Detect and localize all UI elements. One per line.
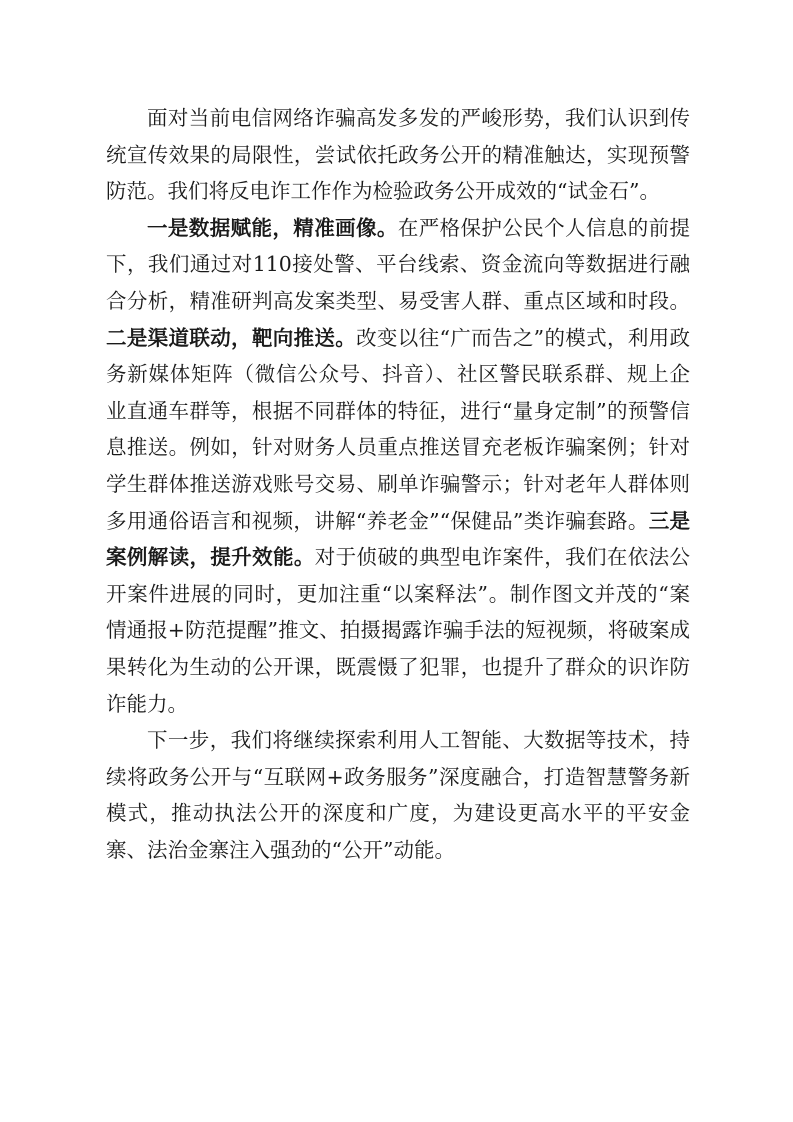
point-1-text: 在严格保护公民个人信息的前提下，我们通过对110接处警、平台线索、资金流向等数据进行融合分析，精准研判高发案类型、易受害人群、重点区域和时段。 xyxy=(106,215,691,313)
point-1-heading: 一是数据赋能，精准画像。 xyxy=(147,215,398,240)
paragraph-intro: 面对当前电信网络诈骗高发多发的严峻形势，我们认识到传统宣传效果的局限性，尝试依托政务公开的精准触达，实现预警防范。我们将反电诈工作作为检验政务公开成效的“试金石”。 xyxy=(106,106,690,204)
point-3-heading: 三是案例解读，提升效能。 xyxy=(106,508,691,570)
paragraph-measures xyxy=(106,210,690,722)
paragraph-next-steps: 下一步，我们将继续探索利用人工智能、大数据等技术，持续将政务公开与“互联网+政务服务”深度融合，打造智慧警务新模式，推动执法公开的深度和广度，为建设更高水平的平安金寨、法治金寨注入强劲的“公开”动能。 xyxy=(106,728,690,862)
point-3-text: 对于侦破的典型电诈案件，我们在依法公开案件进展的同时，更加注重“以案释法”。制作图文并茂的“案情通报+防范提醒”推文、拍摄揭露诈骗手法的短视频，将破案成果转化为生动的公开课，既震慑了犯罪，也提升了群众的识诈防诈能力。 xyxy=(106,545,690,716)
document-page xyxy=(106,100,690,868)
point-2-heading: 二是渠道联动，靶向推送。 xyxy=(106,325,357,350)
point-2-text: 改变以往“广而告之”的模式，利用政务新媒体矩阵（微信公众号、抖音）、社区警民联系群、规上企业直通车群等，根据不同群体的特征，进行“量身定制”的预警信息推送。例如，针对财务人员重点推送冒充老板诈骗案例；针对学生群体推送游戏账号交易、刷单诈骗警示；针对老年人群体则多用通俗语言和视频，讲解“养老金”“保健品”类诈骗套路。 xyxy=(106,325,690,533)
